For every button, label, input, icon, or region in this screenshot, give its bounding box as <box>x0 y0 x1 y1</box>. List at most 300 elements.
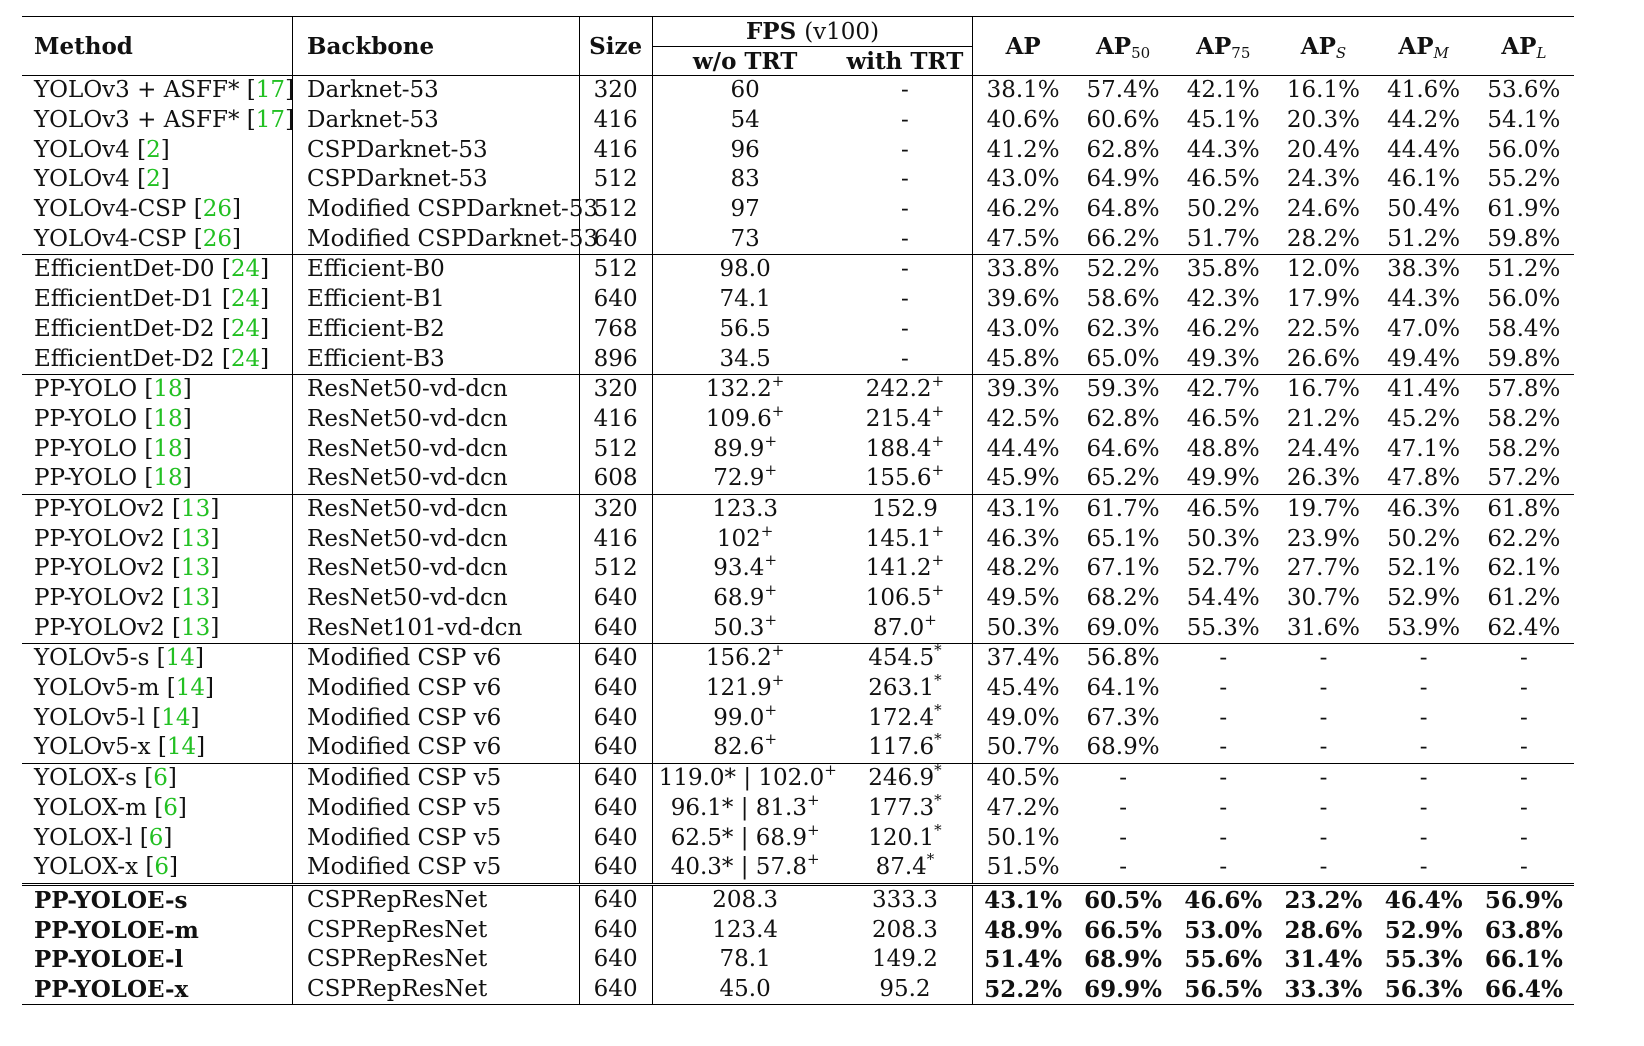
cell-size: 320 <box>579 494 652 524</box>
cell-apl: 66.1% <box>1484 946 1563 974</box>
fps-marker: * <box>926 850 935 869</box>
fps-marker: + <box>806 790 820 809</box>
cell-apm: 44.2% <box>1387 107 1461 134</box>
method-name: PP-YOLOE-l <box>34 946 184 974</box>
cell-method <box>22 344 293 374</box>
citation-link[interactable]: 2 <box>146 166 161 193</box>
fps-marker: * <box>934 730 942 749</box>
fps-value: - <box>901 345 909 372</box>
cell-fps-with-trt <box>838 763 973 793</box>
fps-value: 145.1 <box>865 525 932 552</box>
cell-apm: 50.4% <box>1387 196 1461 223</box>
cite-close: ] <box>260 286 270 313</box>
cell-fps-with-trt <box>838 975 973 1005</box>
citation-link[interactable]: 18 <box>153 465 183 492</box>
cell-size: 512 <box>579 165 652 195</box>
cite-open: [ <box>214 315 231 342</box>
cell-size: 640 <box>579 584 652 614</box>
cell-apl: 63.8% <box>1484 916 1563 944</box>
cell-aps: - <box>1319 824 1328 851</box>
fps-marker: + <box>931 431 945 450</box>
cell-method <box>22 224 293 254</box>
cell-fps-with-trt <box>838 431 973 464</box>
fps-marker: + <box>931 401 945 420</box>
cell-backbone: ResNet50-vd-dcn <box>293 405 580 435</box>
cell-ap75: - <box>1219 675 1228 702</box>
citation-link[interactable]: 24 <box>230 286 261 313</box>
cite-close: ] <box>204 675 214 702</box>
fps-value: - <box>901 225 909 252</box>
cell-ap75: 44.3% <box>1186 136 1260 163</box>
fps-value: 96.1* | 81.3 <box>670 794 807 821</box>
method-name: YOLOX-l <box>34 824 133 851</box>
cell-method <box>22 106 293 136</box>
cell-apl: 55.2% <box>1487 166 1561 193</box>
cell-fps-with-trt <box>838 106 973 136</box>
cell-size: 640 <box>579 794 652 824</box>
fps-value: 87.0 <box>873 614 925 641</box>
cell-method <box>22 975 293 1005</box>
cell-ap75: 55.6% <box>1184 946 1263 974</box>
cite-close: ] <box>182 405 192 432</box>
cell-fps-wo-trt <box>652 671 837 704</box>
cell-aps: - <box>1273 644 1373 674</box>
table-row <box>22 763 1574 793</box>
header-with-trt: with TRT <box>838 47 973 76</box>
citation-link[interactable]: 17 <box>255 107 286 134</box>
cite-close: ] <box>285 107 295 134</box>
cell-aps: 31.6% <box>1286 614 1360 641</box>
cell-fps-with-trt <box>838 224 973 254</box>
fps-value: - <box>901 256 909 283</box>
cell-ap75: 45.1% <box>1186 107 1260 134</box>
cell-aps: 24.4% <box>1286 435 1360 462</box>
cell-ap75: 46.6% <box>1173 884 1273 915</box>
cell-fps-with-trt <box>838 255 973 285</box>
cell-backbone: Modified CSP v6 <box>293 703 580 733</box>
cite-open: [ <box>132 824 149 851</box>
fps-marker: + <box>806 850 820 869</box>
cell-fps-with-trt <box>838 730 973 763</box>
fps-marker: * <box>934 761 942 780</box>
cell-aps: 24.6% <box>1286 196 1360 223</box>
cell-apm: 41.6% <box>1374 76 1474 106</box>
cell-ap: 45.4% <box>973 674 1073 704</box>
cell-size: 640 <box>579 823 652 853</box>
cell-aps: - <box>1319 854 1328 881</box>
cell-size: 640 <box>579 915 652 945</box>
cell-backbone: CSPRepResNet <box>293 975 580 1005</box>
citation-link[interactable]: 6 <box>163 794 178 821</box>
fps-value: 102 <box>716 525 761 552</box>
cell-apm: 47.0% <box>1387 315 1461 342</box>
header-fps <box>652 17 973 47</box>
citation-link[interactable]: 14 <box>165 645 195 672</box>
method-name: PP-YOLOv2 <box>34 555 165 582</box>
cell-method <box>22 285 293 315</box>
fps-marker: * <box>934 790 942 809</box>
cell-apm: 51.2% <box>1387 225 1461 252</box>
cite-open: [ <box>136 765 154 792</box>
cell-ap50: 68.2% <box>1086 585 1160 612</box>
cell-ap75: 53.0% <box>1184 916 1263 944</box>
citation-link[interactable]: 18 <box>153 376 183 403</box>
fps-value: 95.2 <box>879 975 931 1002</box>
fps-value: 152.9 <box>871 495 938 522</box>
cell-fps-wo-trt <box>652 165 837 195</box>
cell-ap: 49.5% <box>973 584 1073 614</box>
cite-open: [ <box>214 256 231 283</box>
cell-ap50: 65.0% <box>1086 345 1160 372</box>
cite-close: ] <box>210 555 220 582</box>
fps-value: 454.5 <box>868 645 935 672</box>
cell-backbone: ResNet50-vd-dcn <box>293 584 580 614</box>
cell-ap50: - <box>1119 794 1127 821</box>
cite-open: [ <box>164 614 182 641</box>
cell-apm: 46.3% <box>1374 494 1474 524</box>
cell-aps: 17.9% <box>1286 286 1360 313</box>
cell-apm: - <box>1419 794 1428 821</box>
cell-apl: 62.2% <box>1487 525 1561 552</box>
citation-link[interactable]: 14 <box>175 675 205 702</box>
cite-open: [ <box>149 645 166 672</box>
citation-link[interactable]: 13 <box>181 555 211 582</box>
cell-ap50: 64.6% <box>1086 435 1160 462</box>
fps-value: 93.4 <box>713 555 765 582</box>
table-row <box>22 613 1574 643</box>
citation-link[interactable]: 18 <box>153 435 183 462</box>
table-row <box>22 975 1574 1005</box>
cell-ap75: 56.5% <box>1173 975 1273 1005</box>
cell-fps-with-trt <box>838 165 973 195</box>
fps-value: 82.6 <box>713 734 765 761</box>
fps-value: 149.2 <box>871 946 938 973</box>
cell-apl: 59.8% <box>1487 225 1561 252</box>
citation-link[interactable]: 24 <box>230 315 261 342</box>
fps-value: 246.9 <box>868 765 935 792</box>
fps-value: 73 <box>730 225 760 252</box>
cell-apl: 57.2% <box>1487 465 1561 492</box>
fps-marker: * <box>934 671 942 690</box>
cell-fps-with-trt <box>838 850 973 884</box>
cell-apm: - <box>1419 734 1428 761</box>
citation-link[interactable]: 14 <box>166 734 197 761</box>
cell-fps-wo-trt <box>652 975 837 1005</box>
method-name: PP-YOLOv2 <box>34 495 165 522</box>
cell-method <box>22 315 293 345</box>
method-name: YOLOX-s <box>34 765 137 792</box>
cell-size: 768 <box>579 315 652 345</box>
fps-marker: + <box>764 551 778 570</box>
method-name: PP-YOLO <box>34 376 138 403</box>
cell-fps-wo-trt <box>652 344 837 374</box>
cell-ap50: 64.8% <box>1086 196 1160 223</box>
table-row <box>22 464 1574 494</box>
citation-link[interactable]: 24 <box>230 256 261 283</box>
fps-value: 96 <box>730 136 760 163</box>
table-row <box>22 106 1574 136</box>
citation-link[interactable]: 6 <box>153 765 168 792</box>
citation-link[interactable]: 26 <box>202 196 232 223</box>
cite-close: ] <box>163 824 173 851</box>
cell-apm: 52.9% <box>1384 916 1463 944</box>
cell-ap75: 49.3% <box>1186 345 1260 372</box>
cell-method <box>22 554 293 584</box>
cite-close: ] <box>160 166 170 193</box>
cell-aps: - <box>1319 794 1328 821</box>
cell-size: 512 <box>579 434 652 464</box>
cell-aps: 24.3% <box>1286 166 1360 193</box>
table-row <box>22 524 1574 554</box>
table-header <box>22 17 1574 76</box>
cell-ap75: - <box>1219 854 1228 881</box>
cite-close: ] <box>182 465 192 492</box>
cite-open: [ <box>164 585 182 612</box>
table-row <box>22 794 1574 824</box>
table-row <box>22 884 1574 915</box>
fps-value: 120.1 <box>868 824 935 851</box>
fps-value: 208.3 <box>712 886 779 913</box>
cite-open: [ <box>146 794 164 821</box>
cell-size: 640 <box>579 733 652 763</box>
cell-ap75: 52.7% <box>1186 555 1260 582</box>
cell-ap50: 64.1% <box>1086 675 1160 702</box>
table-row <box>22 853 1574 884</box>
fps-marker: + <box>771 372 785 391</box>
cell-ap75: 50.3% <box>1186 525 1260 552</box>
cell-aps: 26.3% <box>1286 465 1360 492</box>
fps-value: 123.4 <box>712 916 779 943</box>
fps-value: 106.5 <box>865 585 932 612</box>
method-name: YOLOX-m <box>34 794 147 821</box>
cell-fps-with-trt <box>838 401 973 435</box>
cell-fps-wo-trt <box>652 521 837 554</box>
cell-ap75: 42.1% <box>1173 76 1273 106</box>
fps-marker: * <box>934 641 942 660</box>
cell-method <box>22 763 293 793</box>
cell-ap50: - <box>1119 824 1127 851</box>
cite-close: ] <box>196 734 206 761</box>
header-backbone: Backbone <box>293 17 580 76</box>
method-name: YOLOv4 <box>34 136 130 163</box>
cell-fps-with-trt <box>838 641 973 674</box>
table-row <box>22 494 1574 524</box>
cell-fps-with-trt <box>838 915 973 945</box>
fps-value: 89.9 <box>713 435 765 462</box>
cell-backbone: Modified CSP v5 <box>293 763 580 793</box>
header-method: Method <box>22 17 293 76</box>
cell-apm: 52.9% <box>1387 585 1461 612</box>
cell-apl: 61.8% <box>1474 494 1574 524</box>
cell-ap75: - <box>1173 644 1273 674</box>
cell-size: 640 <box>579 884 652 915</box>
cell-backbone: ResNet50-vd-dcn <box>293 524 580 554</box>
fps-value: 263.1 <box>868 675 935 702</box>
cell-ap: 43.1% <box>973 494 1073 524</box>
cell-size: 416 <box>579 135 652 165</box>
cell-method <box>22 644 293 674</box>
cell-fps-with-trt <box>838 521 973 554</box>
cell-size: 608 <box>579 464 652 494</box>
cell-apm: 53.9% <box>1387 614 1461 641</box>
cell-fps-with-trt <box>838 790 973 824</box>
cell-size: 512 <box>579 195 652 225</box>
cite-close: ] <box>210 495 220 522</box>
cell-ap50: 66.5% <box>1084 916 1163 944</box>
fps-value: 50.3 <box>713 614 765 641</box>
cell-ap: 47.2% <box>973 794 1073 824</box>
method-name: PP-YOLOE-m <box>34 916 199 944</box>
method-name: EfficientDet-D2 <box>34 345 215 372</box>
fps-value: 74.1 <box>719 286 771 313</box>
cell-fps-with-trt <box>838 884 973 915</box>
cell-ap75: 48.8% <box>1186 435 1260 462</box>
cell-method <box>22 374 293 404</box>
citation-link[interactable]: 24 <box>230 345 261 372</box>
fps-value: 62.5* | 68.9 <box>670 824 807 851</box>
cell-apm: - <box>1419 704 1428 731</box>
citation-link[interactable]: 6 <box>148 824 164 851</box>
cell-fps-wo-trt <box>652 315 837 345</box>
cell-backbone: ResNet50-vd-dcn <box>293 464 580 494</box>
fps-value: 98.0 <box>719 256 771 283</box>
fps-value: 56.5 <box>719 315 771 342</box>
header-apm-sub: M <box>1433 43 1449 62</box>
cite-open: [ <box>137 465 154 492</box>
cell-ap50: 60.6% <box>1086 107 1160 134</box>
cite-open: [ <box>214 345 231 372</box>
cell-apm: 47.8% <box>1387 465 1461 492</box>
table-row <box>22 554 1574 584</box>
cell-apm: 55.3% <box>1384 946 1463 974</box>
fps-value: 172.4 <box>868 704 935 731</box>
cell-ap50: 59.3% <box>1073 374 1173 404</box>
cite-close: ] <box>210 585 220 612</box>
citation-link[interactable]: 13 <box>181 495 211 522</box>
header-apl <box>1474 17 1574 76</box>
table-row <box>22 703 1574 733</box>
cell-fps-wo-trt <box>652 850 837 884</box>
header-ap75 <box>1173 17 1273 76</box>
method-name: YOLOv5-l <box>34 704 145 731</box>
cell-aps: 23.9% <box>1286 525 1360 552</box>
cell-apm: 44.3% <box>1387 286 1461 313</box>
cell-size: 512 <box>579 554 652 584</box>
fps-value: 141.2 <box>865 555 932 582</box>
fps-value: - <box>901 166 909 193</box>
cell-ap: 39.3% <box>973 374 1073 404</box>
cell-apm: 50.2% <box>1387 525 1461 552</box>
cell-fps-with-trt <box>838 344 973 374</box>
cell-ap: 46.2% <box>973 195 1073 225</box>
cell-ap75: - <box>1173 763 1273 793</box>
cell-ap: 50.7% <box>973 733 1073 763</box>
cell-apl: 53.6% <box>1474 76 1574 106</box>
citation-link[interactable]: 13 <box>181 614 211 641</box>
cell-apl: 56.9% <box>1474 884 1574 915</box>
method-name: PP-YOLOv2 <box>34 585 165 612</box>
header-ap75-base: AP <box>1196 32 1232 60</box>
cell-apl: 61.2% <box>1487 585 1561 612</box>
citation-link[interactable]: 2 <box>146 136 161 163</box>
cell-backbone: Efficient-B0 <box>293 255 580 285</box>
cell-aps: 26.6% <box>1286 345 1360 372</box>
table-row <box>22 135 1574 165</box>
cell-method <box>22 405 293 435</box>
fps-marker: + <box>760 521 774 540</box>
citation-link[interactable]: 6 <box>154 854 169 881</box>
cell-size: 640 <box>579 674 652 704</box>
cell-size: 320 <box>579 76 652 106</box>
cell-aps: 21.2% <box>1286 405 1360 432</box>
citation-link[interactable]: 13 <box>181 525 211 552</box>
cell-ap50: 57.4% <box>1073 76 1173 106</box>
cite-open: [ <box>144 704 162 731</box>
method-name: PP-YOLO <box>34 435 138 462</box>
cell-backbone: ResNet50-vd-dcn <box>293 494 580 524</box>
fps-marker: + <box>764 610 778 629</box>
cell-fps-wo-trt <box>652 224 837 254</box>
cell-method <box>22 945 293 975</box>
table-row <box>22 405 1574 435</box>
cite-close: ] <box>194 645 204 672</box>
cell-backbone: Darknet-53 <box>293 106 580 136</box>
cell-ap: 39.6% <box>973 285 1073 315</box>
fps-marker: + <box>931 461 945 480</box>
cite-open: [ <box>137 376 154 403</box>
table-row <box>22 76 1574 106</box>
method-name: YOLOv3 + ASFF* <box>34 77 240 104</box>
header-apl-sub: L <box>1536 43 1547 62</box>
fps-marker: * <box>934 700 942 719</box>
cell-fps-wo-trt <box>652 700 837 733</box>
cite-open: [ <box>129 166 147 193</box>
cell-ap50: 68.9% <box>1084 946 1163 974</box>
cell-aps: 30.7% <box>1286 585 1360 612</box>
cell-ap50: 62.8% <box>1086 405 1160 432</box>
cell-apm: 47.1% <box>1387 435 1461 462</box>
cell-method <box>22 703 293 733</box>
method-name: PP-YOLO <box>34 405 138 432</box>
cell-ap: 48.2% <box>973 554 1073 584</box>
cell-ap: 46.3% <box>973 524 1073 554</box>
cell-fps-wo-trt <box>652 884 837 915</box>
cell-ap: 48.9% <box>973 915 1073 945</box>
citation-link[interactable]: 13 <box>181 585 211 612</box>
cell-ap50: 58.6% <box>1086 286 1160 313</box>
table-row <box>22 285 1574 315</box>
citation-link[interactable]: 26 <box>202 225 232 252</box>
cell-aps: 12.0% <box>1273 255 1373 285</box>
cell-ap75: 42.7% <box>1173 374 1273 404</box>
cell-ap50: 62.3% <box>1086 315 1160 342</box>
cite-open: [ <box>164 495 182 522</box>
cell-backbone: CSPDarknet-53 <box>293 165 580 195</box>
fps-marker: + <box>806 820 820 839</box>
table-row <box>22 195 1574 225</box>
citation-link[interactable]: 18 <box>153 405 183 432</box>
fps-value: 54 <box>730 107 760 134</box>
cell-backbone: Modified CSP v5 <box>293 794 580 824</box>
table-row <box>22 344 1574 374</box>
cell-ap50: 52.2% <box>1073 255 1173 285</box>
citation-link[interactable]: 17 <box>255 77 286 104</box>
cell-aps: 20.3% <box>1286 107 1360 134</box>
cell-apl: - <box>1519 734 1528 761</box>
citation-link[interactable]: 14 <box>161 704 191 731</box>
method-name: PP-YOLOE-x <box>34 975 189 1003</box>
cell-aps: 33.3% <box>1273 975 1373 1005</box>
